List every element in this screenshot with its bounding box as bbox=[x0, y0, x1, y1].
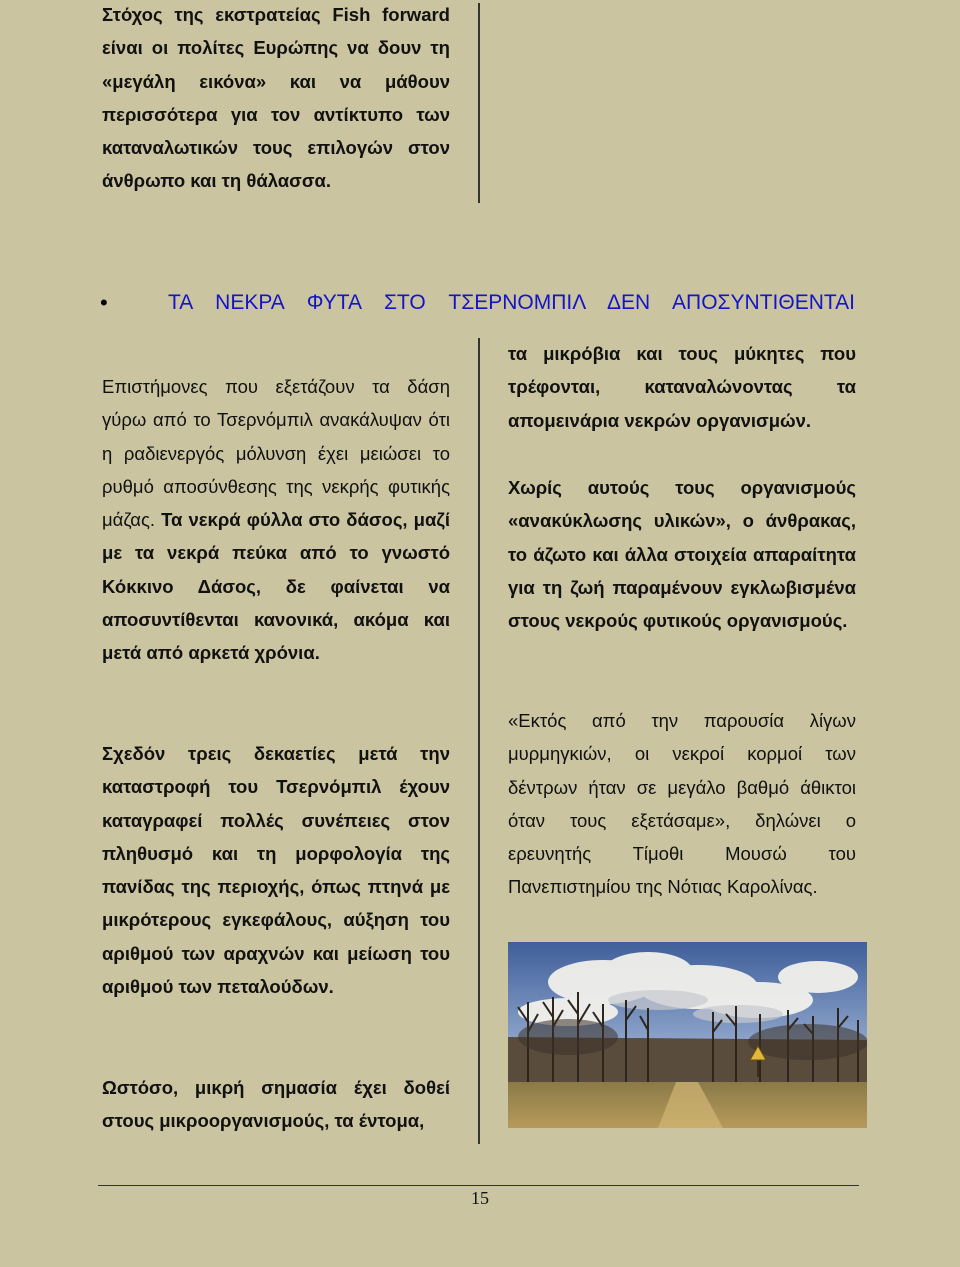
intro-paragraph: Στόχος της εκστρατείας Fish forward είναι οι πολίτες Ευρώπης να δουν τη «μεγάλη εικόνα» και να μάθουν περισσότερα για τον αντίκτυπο των καταναλωτικών τους επιλογών στον άνθρωπο και τη θάλασσα. bbox=[102, 4, 450, 192]
forest-photo-illustration bbox=[508, 942, 867, 1128]
column-divider-bottom bbox=[478, 338, 480, 1144]
researcher-quote: «Εκτός από την παρουσία λίγων μυρμηγκιών, οι νεκροί κορμοί των δέντρων ήταν σε μεγάλο βαθμό άθικτοι όταν τους εξετάσαμε», δηλώνει ο ερευνητής Τίμοθι Μουσώ του Πανεπιστημίου της Νότιας Καρολίνας. bbox=[508, 710, 856, 898]
paragraph-regular-text: Επιστήμονες που εξετάζουν τα δάση γύρω από το Τσερνόμπιλ ανακάλυψαν ότι η ραδιενεργός μόλυνση έχει μειώσει το ρυθμό αποσύνθεσης της νεκρής φυτικής μάζας. bbox=[102, 376, 450, 531]
column-divider-top bbox=[478, 3, 480, 203]
paragraph-microbes-fungi: τα μικρόβια και τους μύκητες που τρέφονται, καταναλώνοντας τα απομεινάρια νεκρών οργανισμών. bbox=[508, 343, 856, 431]
footer-rule bbox=[98, 1185, 859, 1186]
forest-photo bbox=[508, 942, 867, 1128]
paragraph-chernobyl-forests bbox=[102, 370, 450, 670]
paragraph-nutrient-recycling: Χωρίς αυτούς τους οργανισμούς «ανακύκλωσης υλικών», ο άνθρακας, το άζωτο και άλλα στοιχεία απαραίτητα για τη ζωή παραμένουν εγκλωβισμένα στους νεκρούς φυτικούς οργανισμούς. bbox=[508, 477, 856, 632]
page-number: 15 bbox=[471, 1188, 489, 1208]
section-heading bbox=[100, 287, 860, 319]
section-heading-text: ΤΑ ΝΕΚΡΑ ΦΥΤΑ ΣΤΟ ΤΣΕΡΝΟΜΠΙΛ ΔΕΝ ΑΠΟΣΥΝΤΙΘΕΝΤΑΙ bbox=[168, 291, 855, 314]
bullet-icon: • bbox=[100, 290, 108, 315]
paragraph-microorganisms: Ωστόσο, μικρή σημασία έχει δοθεί στους μικροοργανισμούς, τα έντομα, bbox=[102, 1077, 450, 1132]
paragraph-fauna-effects: Σχεδόν τρεις δεκαετίες μετά την καταστροφή του Τσερνόμπιλ έχουν καταγραφεί πολλές συνέπειες στον πληθυσμό και τη μορφολογία της πανίδας της περιοχής, όπως πτηνά με μικρότερους εγκεφάλους, αύξηση του αριθμού των αραχνών και μείωση του αριθμού των πεταλούδων. bbox=[102, 743, 450, 998]
paragraph-bold-text: Τα νεκρά φύλλα στο δάσος, μαζί με τα νεκρά πεύκα από το γνωστό Κόκκινο Δάσος, δε φαίνεται να αποσυντίθενται κανονικά, ακόμα και μετά από αρκετά χρόνια. bbox=[102, 509, 450, 664]
